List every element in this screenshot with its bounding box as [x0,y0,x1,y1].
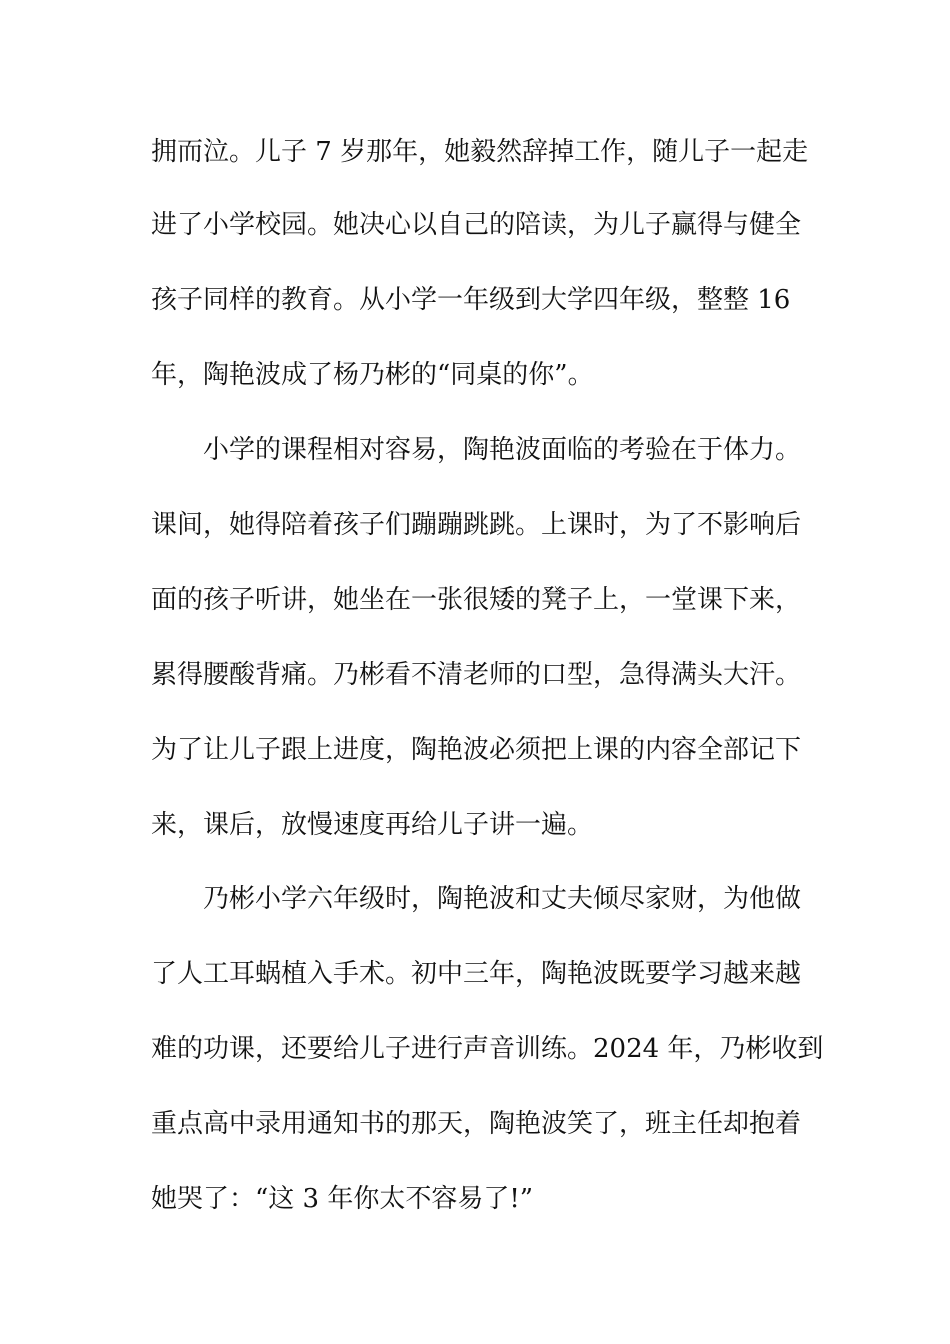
text-line: 累得腰酸背痛。乃彬看不清老师的口型，急得满头大汗。 [151,660,802,690]
paragraph-first-line: 小学的课程相对容易，陶艳波面临的考验在于体力。 [203,435,802,465]
text-line: 拥而泣。儿子 7 岁那年，她毅然辞掉工作，随儿子一起走 [151,137,809,167]
text-line: 为了让儿子跟上进度，陶艳波必须把上课的内容全部记下 [151,735,802,765]
text-line: 年，陶艳波成了杨乃彬的“同桌的你”。 [151,360,594,390]
text-line: 孩子同样的教育。从小学一年级到大学四年级，整整 16 [151,285,791,315]
text-line: 她哭了：“这 3 年你太不容易了!” [151,1184,534,1214]
text-line: 进了小学校园。她决心以自己的陪读，为儿子赢得与健全 [151,210,802,240]
text-line: 课间，她得陪着孩子们蹦蹦跳跳。上课时，为了不影响后 [151,510,802,540]
paragraph-first-line: 乃彬小学六年级时，陶艳波和丈夫倾尽家财，为他做 [203,884,802,914]
text-line: 了人工耳蜗植入手术。初中三年，陶艳波既要学习越来越 [151,959,802,989]
text-line: 面的孩子听讲，她坐在一张很矮的凳子上，一堂课下来， [151,585,802,615]
text-line: 重点高中录用通知书的那天，陶艳波笑了，班主任却抱着 [151,1109,802,1139]
text-line: 难的功课，还要给儿子进行声音训练。2024 年，乃彬收到 [151,1034,824,1064]
text-line: 来，课后，放慢速度再给儿子讲一遍。 [151,810,594,840]
